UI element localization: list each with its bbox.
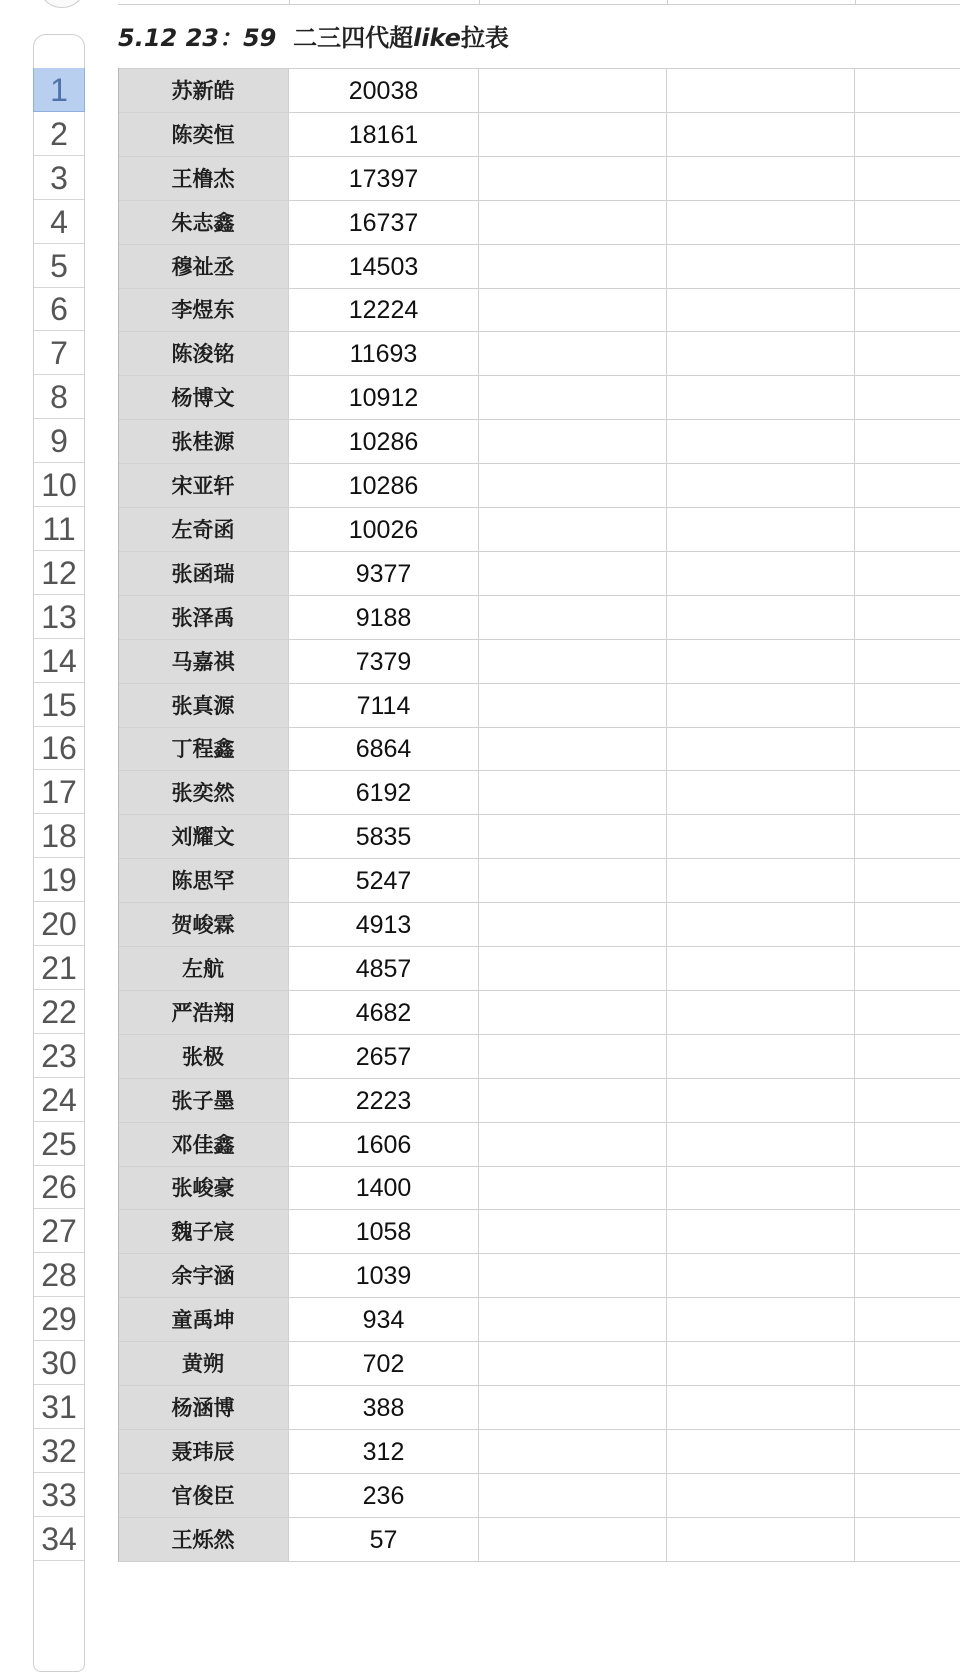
empty-cell[interactable] <box>667 245 855 288</box>
value-cell[interactable]: 11693 <box>289 332 479 375</box>
value-cell[interactable]: 10912 <box>289 376 479 419</box>
name-cell[interactable]: 王烁然 <box>118 1518 289 1561</box>
empty-cell[interactable] <box>667 947 855 990</box>
empty-cell[interactable] <box>855 991 960 1034</box>
row-header[interactable]: 32 <box>33 1429 85 1473</box>
title-suffix: 拉表 <box>460 24 509 52</box>
empty-cell[interactable] <box>667 1210 855 1253</box>
table-row <box>118 332 960 376</box>
empty-cell[interactable] <box>667 1342 855 1385</box>
empty-cell[interactable] <box>855 1079 960 1122</box>
empty-cell[interactable] <box>479 1079 667 1122</box>
row-header[interactable]: 23 <box>33 1034 85 1078</box>
row-header[interactable]: 10 <box>33 463 85 507</box>
row-header[interactable]: 22 <box>33 990 85 1034</box>
empty-cell[interactable] <box>855 640 960 683</box>
empty-cell[interactable] <box>855 157 960 200</box>
empty-cell[interactable] <box>855 947 960 990</box>
row-header[interactable]: 3 <box>33 156 85 200</box>
empty-cell[interactable] <box>855 903 960 946</box>
empty-cell[interactable] <box>855 1342 960 1385</box>
name-cell[interactable]: 左奇函 <box>118 508 289 551</box>
row-header[interactable]: 16 <box>33 727 85 770</box>
previous-row-strip <box>118 0 960 5</box>
empty-cell[interactable] <box>667 157 855 200</box>
empty-cell[interactable] <box>667 508 855 551</box>
value-cell[interactable]: 934 <box>289 1298 479 1341</box>
name-cell[interactable]: 朱志鑫 <box>118 201 289 244</box>
row-header[interactable]: 14 <box>33 639 85 683</box>
table-row <box>118 201 960 245</box>
empty-cell[interactable] <box>667 1518 855 1561</box>
empty-cell[interactable] <box>479 332 667 375</box>
empty-cell[interactable] <box>667 1386 855 1429</box>
row-header[interactable]: 33 <box>33 1473 85 1517</box>
value-cell[interactable]: 5247 <box>289 859 479 902</box>
row-header[interactable]: 4 <box>33 200 85 244</box>
row-header[interactable]: 28 <box>33 1253 85 1297</box>
value-cell[interactable]: 10026 <box>289 508 479 551</box>
empty-cell[interactable] <box>667 420 855 463</box>
table-row <box>118 1342 960 1386</box>
empty-cell[interactable] <box>667 289 855 331</box>
empty-cell[interactable] <box>667 69 855 112</box>
name-cell[interactable]: 张子墨 <box>118 1079 289 1122</box>
empty-cell[interactable] <box>667 332 855 375</box>
row-header[interactable]: 21 <box>33 946 85 990</box>
row-header[interactable]: 8 <box>33 375 85 419</box>
value-cell[interactable]: 4857 <box>289 947 479 990</box>
name-cell[interactable]: 丁程鑫 <box>118 728 289 770</box>
table-row <box>118 289 960 332</box>
empty-cell[interactable] <box>667 1298 855 1341</box>
value-cell[interactable]: 312 <box>289 1430 479 1473</box>
row-header[interactable]: 19 <box>33 858 85 902</box>
empty-cell[interactable] <box>855 552 960 595</box>
table-row <box>118 1386 960 1430</box>
table-row <box>118 903 960 947</box>
row-header[interactable]: 26 <box>33 1166 85 1209</box>
empty-cell[interactable] <box>855 332 960 375</box>
row-header[interactable]: 7 <box>33 331 85 375</box>
empty-cell[interactable] <box>479 596 667 639</box>
row-header[interactable]: 5 <box>33 244 85 288</box>
value-cell[interactable]: 7379 <box>289 640 479 683</box>
row-header[interactable]: 11 <box>33 507 85 551</box>
empty-cell[interactable] <box>667 376 855 419</box>
empty-cell[interactable] <box>479 464 667 507</box>
empty-cell[interactable] <box>667 596 855 639</box>
value-cell[interactable]: 14503 <box>289 245 479 288</box>
row-header[interactable]: 34 <box>33 1517 85 1561</box>
empty-cell[interactable] <box>855 1518 960 1561</box>
table-row <box>118 157 960 201</box>
value-cell[interactable]: 9377 <box>289 552 479 595</box>
value-cell[interactable]: 20038 <box>289 69 479 112</box>
title-prefix: 二三四代超 <box>293 24 414 52</box>
table-row <box>118 464 960 508</box>
empty-cell[interactable] <box>479 289 667 331</box>
name-cell[interactable]: 余宇涵 <box>118 1254 289 1297</box>
row-header[interactable]: 6 <box>33 288 85 331</box>
name-cell[interactable]: 杨涵博 <box>118 1386 289 1429</box>
value-cell[interactable]: 4682 <box>289 991 479 1034</box>
value-cell[interactable]: 6192 <box>289 771 479 814</box>
empty-cell[interactable] <box>479 1167 667 1209</box>
table-row <box>118 728 960 771</box>
table-row <box>118 1210 960 1254</box>
value-cell[interactable]: 236 <box>289 1474 479 1517</box>
empty-cell[interactable] <box>479 420 667 463</box>
empty-cell[interactable] <box>667 1430 855 1473</box>
row-header[interactable]: 18 <box>33 814 85 858</box>
empty-cell[interactable] <box>479 157 667 200</box>
empty-cell[interactable] <box>667 991 855 1034</box>
value-cell[interactable]: 1039 <box>289 1254 479 1297</box>
value-cell[interactable]: 1400 <box>289 1167 479 1209</box>
row-header[interactable]: 25 <box>33 1122 85 1166</box>
title-italic-word: like <box>413 24 461 52</box>
empty-cell[interactable] <box>479 947 667 990</box>
empty-cell[interactable] <box>855 201 960 244</box>
empty-cell[interactable] <box>855 859 960 902</box>
empty-cell[interactable] <box>855 1254 960 1297</box>
row-header[interactable]: 27 <box>33 1209 85 1253</box>
value-cell[interactable]: 12224 <box>289 289 479 331</box>
name-cell[interactable]: 刘耀文 <box>118 815 289 858</box>
cut-off-control <box>38 0 86 8</box>
name-cell[interactable]: 贺峻霖 <box>118 903 289 946</box>
value-cell[interactable]: 388 <box>289 1386 479 1429</box>
name-cell[interactable]: 陈奕恒 <box>118 113 289 156</box>
value-cell[interactable]: 2223 <box>289 1079 479 1122</box>
empty-cell[interactable] <box>855 508 960 551</box>
empty-cell[interactable] <box>667 1123 855 1166</box>
value-cell[interactable]: 17397 <box>289 157 479 200</box>
row-header[interactable]: 9 <box>33 419 85 463</box>
empty-cell[interactable] <box>479 859 667 902</box>
empty-cell[interactable] <box>855 1167 960 1209</box>
empty-cell[interactable] <box>855 771 960 814</box>
table-row <box>118 552 960 596</box>
empty-cell[interactable] <box>479 552 667 595</box>
value-cell[interactable]: 16737 <box>289 201 479 244</box>
table-row <box>118 1430 960 1474</box>
table-row <box>118 684 960 728</box>
name-cell[interactable]: 严浩翔 <box>118 991 289 1034</box>
empty-cell[interactable] <box>479 1210 667 1253</box>
empty-cell[interactable] <box>479 1254 667 1297</box>
row-header[interactable]: 24 <box>33 1078 85 1122</box>
empty-cell[interactable] <box>855 376 960 419</box>
empty-cell[interactable] <box>479 903 667 946</box>
empty-cell[interactable] <box>667 201 855 244</box>
empty-cell[interactable] <box>855 728 960 770</box>
table-row <box>118 859 960 903</box>
empty-cell[interactable] <box>479 728 667 770</box>
value-cell[interactable]: 702 <box>289 1342 479 1385</box>
value-cell[interactable]: 1606 <box>289 1123 479 1166</box>
empty-cell[interactable] <box>479 1342 667 1385</box>
empty-cell[interactable] <box>667 815 855 858</box>
name-cell[interactable]: 张奕然 <box>118 771 289 814</box>
value-cell[interactable]: 2657 <box>289 1035 479 1078</box>
name-cell[interactable]: 杨博文 <box>118 376 289 419</box>
empty-cell[interactable] <box>855 245 960 288</box>
empty-cell[interactable] <box>479 245 667 288</box>
row-header[interactable]: 13 <box>33 595 85 639</box>
empty-cell[interactable] <box>479 1518 667 1561</box>
table-row <box>118 1167 960 1210</box>
table-row <box>118 508 960 552</box>
table-row <box>118 771 960 815</box>
empty-cell[interactable] <box>667 640 855 683</box>
empty-cell[interactable] <box>667 552 855 595</box>
name-cell[interactable]: 左航 <box>118 947 289 990</box>
name-cell[interactable]: 张极 <box>118 1035 289 1078</box>
name-cell[interactable]: 邓佳鑫 <box>118 1123 289 1166</box>
value-cell[interactable]: 6864 <box>289 728 479 770</box>
empty-cell[interactable] <box>855 1210 960 1253</box>
name-cell[interactable]: 童禹坤 <box>118 1298 289 1341</box>
row-header[interactable]: 20 <box>33 902 85 946</box>
empty-cell[interactable] <box>667 1079 855 1122</box>
name-cell[interactable]: 宋亚轩 <box>118 464 289 507</box>
name-cell[interactable]: 张真源 <box>118 684 289 727</box>
row-header[interactable]: 17 <box>33 770 85 814</box>
table-row <box>118 1035 960 1079</box>
table-row <box>118 113 960 157</box>
name-cell[interactable]: 张桂源 <box>118 420 289 463</box>
empty-cell[interactable] <box>479 1430 667 1473</box>
row-header[interactable]: 1 <box>33 68 85 112</box>
table-row <box>118 640 960 684</box>
row-header[interactable]: 31 <box>33 1385 85 1429</box>
empty-cell[interactable] <box>667 771 855 814</box>
empty-cell[interactable] <box>855 596 960 639</box>
value-cell[interactable]: 57 <box>289 1518 479 1561</box>
empty-cell[interactable] <box>667 113 855 156</box>
value-cell[interactable]: 10286 <box>289 464 479 507</box>
table-row <box>118 420 960 464</box>
name-cell[interactable]: 官俊臣 <box>118 1474 289 1517</box>
empty-cell[interactable] <box>855 684 960 727</box>
name-cell[interactable]: 李煜东 <box>118 289 289 331</box>
name-cell[interactable]: 陈浚铭 <box>118 332 289 375</box>
grid-left-border <box>118 68 119 1561</box>
empty-cell[interactable] <box>479 113 667 156</box>
name-cell[interactable]: 张峻豪 <box>118 1167 289 1209</box>
name-cell[interactable]: 王橹杰 <box>118 157 289 200</box>
empty-cell[interactable] <box>479 1035 667 1078</box>
empty-cell[interactable] <box>479 991 667 1034</box>
empty-cell[interactable] <box>855 420 960 463</box>
name-cell[interactable]: 马嘉祺 <box>118 640 289 683</box>
row-header[interactable]: 29 <box>33 1297 85 1341</box>
value-cell[interactable]: 1058 <box>289 1210 479 1253</box>
empty-cell[interactable] <box>479 771 667 814</box>
table-row <box>118 1123 960 1167</box>
spreadsheet-grid <box>118 68 960 1562</box>
empty-cell[interactable] <box>667 728 855 770</box>
table-row <box>118 1298 960 1342</box>
table-row <box>118 69 960 113</box>
empty-cell[interactable] <box>855 69 960 112</box>
empty-cell[interactable] <box>667 464 855 507</box>
empty-cell[interactable] <box>667 1035 855 1078</box>
table-row <box>118 1474 960 1518</box>
name-cell[interactable]: 陈思罕 <box>118 859 289 902</box>
value-cell[interactable]: 5835 <box>289 815 479 858</box>
value-cell[interactable]: 9188 <box>289 596 479 639</box>
value-cell[interactable]: 4913 <box>289 903 479 946</box>
empty-cell[interactable] <box>855 113 960 156</box>
empty-cell[interactable] <box>855 464 960 507</box>
empty-cell[interactable] <box>855 1035 960 1078</box>
empty-cell[interactable] <box>479 69 667 112</box>
table-row <box>118 815 960 859</box>
empty-cell[interactable] <box>479 1474 667 1517</box>
row-header[interactable]: 2 <box>33 112 85 156</box>
value-cell[interactable]: 18161 <box>289 113 479 156</box>
table-row <box>118 947 960 991</box>
row-header[interactable]: 15 <box>33 683 85 727</box>
name-cell[interactable]: 张函瑞 <box>118 552 289 595</box>
empty-cell[interactable] <box>479 640 667 683</box>
empty-cell[interactable] <box>667 684 855 727</box>
table-row <box>118 596 960 640</box>
value-cell[interactable]: 7114 <box>289 684 479 727</box>
empty-cell[interactable] <box>667 859 855 902</box>
empty-cell[interactable] <box>479 684 667 727</box>
title-date-time: 5.12 23：59 <box>118 24 277 52</box>
sheet-title <box>118 18 509 58</box>
table-row <box>118 1518 960 1562</box>
empty-cell[interactable] <box>855 1298 960 1341</box>
name-cell[interactable]: 张泽禹 <box>118 596 289 639</box>
empty-cell[interactable] <box>667 903 855 946</box>
table-row <box>118 1254 960 1298</box>
empty-cell[interactable] <box>479 1386 667 1429</box>
empty-cell[interactable] <box>855 1474 960 1517</box>
name-cell[interactable]: 黄朔 <box>118 1342 289 1385</box>
empty-cell[interactable] <box>855 289 960 331</box>
empty-cell[interactable] <box>479 1298 667 1341</box>
name-cell[interactable]: 魏子宸 <box>118 1210 289 1253</box>
table-row <box>118 1079 960 1123</box>
empty-cell[interactable] <box>855 1430 960 1473</box>
empty-cell[interactable] <box>479 815 667 858</box>
name-cell[interactable]: 苏新皓 <box>118 69 289 112</box>
empty-cell[interactable] <box>479 201 667 244</box>
empty-cell[interactable] <box>855 1123 960 1166</box>
value-cell[interactable]: 10286 <box>289 420 479 463</box>
empty-cell[interactable] <box>667 1254 855 1297</box>
empty-cell[interactable] <box>479 376 667 419</box>
name-cell[interactable]: 聂玮辰 <box>118 1430 289 1473</box>
empty-cell[interactable] <box>667 1474 855 1517</box>
empty-cell[interactable] <box>667 1167 855 1209</box>
row-header[interactable]: 12 <box>33 551 85 595</box>
empty-cell[interactable] <box>479 508 667 551</box>
table-row <box>118 245 960 289</box>
name-cell[interactable]: 穆祉丞 <box>118 245 289 288</box>
empty-cell[interactable] <box>479 1123 667 1166</box>
table-row <box>118 991 960 1035</box>
empty-cell[interactable] <box>855 1386 960 1429</box>
empty-cell[interactable] <box>855 815 960 858</box>
table-row <box>118 376 960 420</box>
row-header[interactable]: 30 <box>33 1341 85 1385</box>
